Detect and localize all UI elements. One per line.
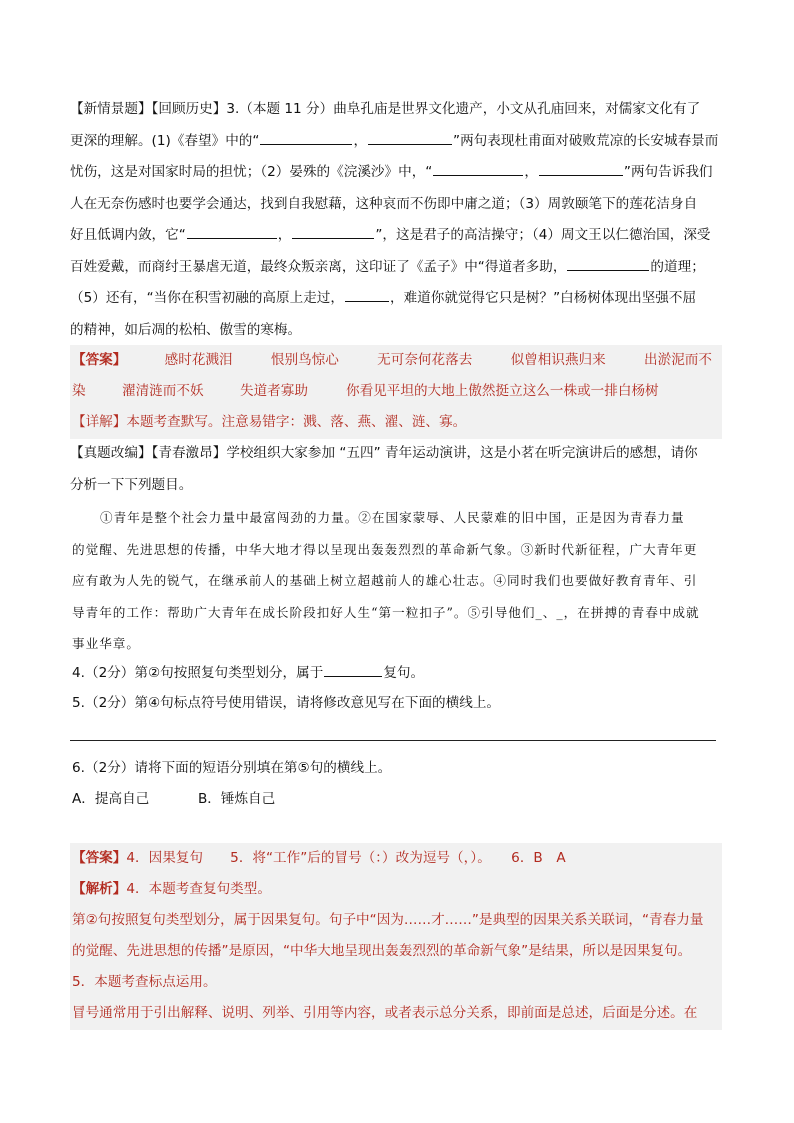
question-4-intro xyxy=(70,438,724,501)
answer-blank[interactable] xyxy=(187,225,277,239)
q3-line-3: 忧伤，这是对国家时局的担忧；（2）晏殊的《浣溪沙》中，“ ， ”两句告诉我们 xyxy=(70,164,713,180)
answer-item: 出淤泥而不 xyxy=(644,352,712,368)
q3-line-1: 【新情景题】【回顾历史】3.（本题 11 分）曲阜孔庙是世界文化遗产，小文从孔庙回来，对儒家文化有了 xyxy=(70,101,701,117)
answer-q3-line-2 xyxy=(72,376,672,407)
answer-q4-6-line-6: 冒号通常用于引出解释、说明、列举、引用等内容，或者表示总分关系，即前面是总述，后面是分述。在 xyxy=(72,1005,698,1021)
answer-tag: 【答案】 xyxy=(72,352,127,368)
answer-line[interactable] xyxy=(70,740,716,741)
answer-item: 濯清涟而不妖 xyxy=(122,383,204,399)
passage-line: 导青年的工作：帮助广大青年在成长阶段扣好人生“第一粒扣子”。⑤引导他们_、_，在拼搏的青春中成就 xyxy=(72,604,700,620)
answer-q4-6-line-3: 第②句按照复句类型划分，属于因果复句。句子中“因为……才……”是典型的因果关系关联词，“青春力量 xyxy=(72,912,704,928)
answer-q3-detail: 【详解】本题考查默写。注意易错字：溅、落、燕、濯、涟、寡。 xyxy=(72,414,467,430)
answer-blank[interactable] xyxy=(539,162,623,176)
passage-line: 事业华章。 xyxy=(72,636,140,651)
answer-item: 失道者寡助 xyxy=(240,383,308,399)
answer-item: 你看见平坦的大地上傲然挺立这么一株或一排白杨树 xyxy=(346,383,659,399)
passage-line: 应有敢为人先的锐气，在继承前人的基础上树立超越前人的雄心壮志。④同时我们也要做好教育青年、引 xyxy=(72,573,698,588)
passage-line: 的觉醒、先进思想的传播，中华大地才得以呈现出轰轰烈烈的革命新气象。③新时代新征程，广大青年更 xyxy=(72,541,698,557)
question-6: 6.（2分）请将下面的短语分别填在第⑤句的横线上。 xyxy=(72,760,392,776)
q4-intro-line-2: 分析一下下列题目。 xyxy=(70,476,193,493)
question-3 xyxy=(70,94,724,346)
q3-line-8: 的精神，如后凋的松柏、傲雪的寒梅。 xyxy=(70,321,302,338)
answer-q4-6-line-2: 【解析】4．本题考查复句类型。 xyxy=(72,881,271,897)
q3-line-2: 更深的理解。(1)《春望》中的“ ， ”两句表现杜甫面对破败荒凉的长安城春景而 xyxy=(70,132,719,149)
reading-passage xyxy=(72,502,726,660)
answer-tag: 【答案】 xyxy=(72,850,127,866)
answer-item: 恨别鸟惊心 xyxy=(270,352,339,368)
q3-line-7: （5）还有，“当你在积雪初融的高原上走过， ，难道你就觉得它只是树？”白杨树体现出坚强不屈 xyxy=(70,290,697,306)
answer-blank[interactable] xyxy=(567,257,649,271)
answer-q3-line-1 xyxy=(72,345,712,376)
answer-q4-6-line-4: 的觉醒、先进思想的传播”是原因，“中华大地呈现出轰轰烈烈的革命新气象”是结果，所以是因果复句。 xyxy=(72,943,692,959)
answer-q4-6 xyxy=(72,843,724,1029)
answer-blank[interactable] xyxy=(433,162,523,176)
passage-line: ①青年是整个社会力量中最富闯劲的力量。②在国家蒙辱、人民蒙难的旧中国，正是因为青春力量 xyxy=(100,510,685,525)
question-4: 4.（2分）第②句按照复句类型划分，属于 复句。 xyxy=(72,665,425,681)
answer-item: 感时花溅泪 xyxy=(164,352,233,368)
answer-blank[interactable] xyxy=(345,288,389,302)
question-5: 5.（2分）第④句标点符号使用错误，请将修改意见写在下面的横线上。 xyxy=(72,695,501,711)
q3-line-5: 好且低调内敛，它“ ， ”，这是君子的高洁操守；（4）周文王以仁德治国，深受 xyxy=(70,227,711,243)
answer-q3 xyxy=(72,345,724,438)
answer-q4-6-line-5: 5．本题考查标点运用。 xyxy=(72,974,217,990)
answer-item: 似曾相识燕归来 xyxy=(510,352,606,368)
option-b[interactable]: B．锤炼自己 xyxy=(197,791,276,807)
q3-line-6: 百姓爱戴，而商纣王暴虐无道，最终众叛亲离，这印证了《孟子》中“得道者多助， 的道理； xyxy=(70,258,705,275)
answer-q4-6-line-1: 【答案】4．因果复句 5．将“工作”后的冒号（：）改为逗号（，）。 6．B A xyxy=(72,850,566,866)
option-a[interactable]: A．提高自己 xyxy=(72,791,150,807)
q3-line-4: 人在无奈伤感时也要学会通达，找到自我慰藉，这种哀而不伤即中庸之道；（3）周敦颐笔下的莲花洁身自 xyxy=(70,195,698,212)
answer-item: 染 xyxy=(72,383,86,399)
answer-blank[interactable] xyxy=(324,663,382,677)
answer-item: 无可奈何花落去 xyxy=(377,352,473,368)
q4-intro-line-1: 【真题改编】【青春激昂】学校组织大家参加 “五四” 青年运动演讲，这是小茗在听完演讲后的感想，请你 xyxy=(70,445,698,461)
answer-blank[interactable] xyxy=(260,131,352,145)
question-6-options xyxy=(72,788,275,810)
analysis-tag: 【解析】 xyxy=(72,881,127,897)
answer-blank[interactable] xyxy=(368,131,452,145)
answer-blank[interactable] xyxy=(292,225,374,239)
